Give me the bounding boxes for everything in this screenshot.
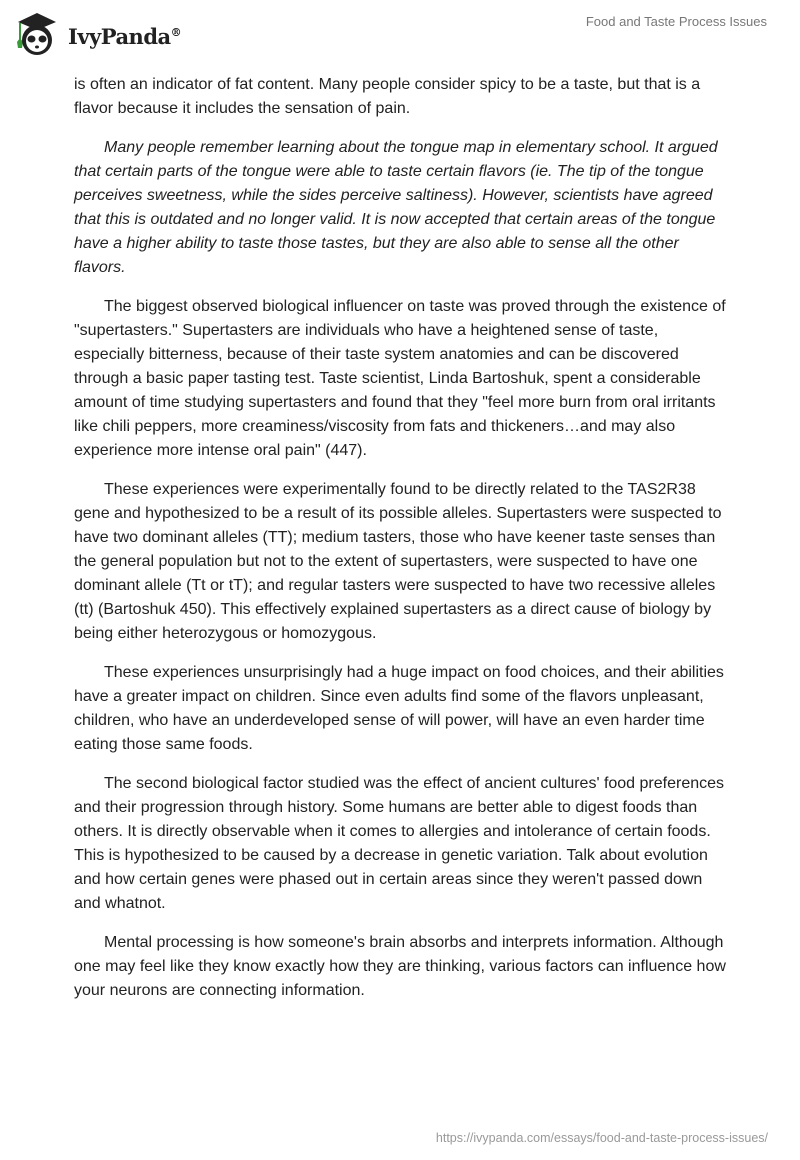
paragraph: Many people remember learning about the tongue map in elementary school. It argued that certain parts of the tongue were able to taste certain flavors (ie. The tip of the tongue perceives sweetness, while the sides perceive saltiness). However, scientists have agreed that this is outdated and no longer valid. It is now accepted that certain areas of the tongue have a higher ability to taste those tastes, but they are also able to sense all the other flavors. [74,139,718,276]
essay-body [74,73,728,1018]
paragraph: Mental processing is how someone's brain absorbs and interprets information. Although one may feel like they know exactly how they are thinking, various factors can influence how your neurons are connecting information. [74,934,726,999]
panda-logo-icon [12,8,62,58]
registered-mark: ® [170,25,182,39]
paragraph: is often an indicator of fat content. Many people consider spicy to be a taste, but that is a flavor because it includes the sensation of pain. [74,76,701,117]
source-url[interactable]: https://ivypanda.com/essays/food-and-taste-process-issues/ [435,1131,768,1145]
paragraph: These experiences unsurprisingly had a huge impact on food choices, and their abilities have a greater impact on children. Since even adults find some of the flavors unpleasant, children, who have an underdeveloped sense of will power, will have an even harder time eating those same foods. [74,664,724,753]
paragraph: These experiences were experimentally found to be directly related to the TAS2R38 gene and hypothesized to be a result of its possible alleles. Supertasters were suspected to have two dominant alleles (TT); medium tasters, those who have keener taste senses than the general population but not to the extent of supertasters, were suspected to have one dominant allele (Tt or tT); and regular tasters were suspected to have two recessive alleles (tt) (Bartoshuk 450). This effectively explained supertasters as a direct cause of biology by being either heterozygous or homozygous. [74,481,722,642]
document-title: Food and Taste Process Issues [585,14,767,29]
brand-text: IvyPanda [68,23,171,49]
brand-name [68,24,181,49]
paragraph: The biggest observed biological influencer on taste was proved through the existence of "supertasters." Supertasters are individuals who have a heightened sense of taste, especially bitterness, because of their taste system anatomies and can be discovered through a basic paper tasting test. Taste scientist, Linda Bartoshuk, spent a considerable amount of time studying supertasters and found that they "feel more burn from oral irritants like chili peppers, more creaminess/viscosity from fats and thickeners…and may also experience more intense oral pain" (447). [74,298,726,459]
paragraph: The second biological factor studied was the effect of ancient cultures' food preferences and their progression through history. Some humans are better able to digest foods than others. It is directly observable when it comes to allergies and intolerance of certain foods. This is hypothesized to be caused by a decrease in genetic variation. Talk about evolution and how certain genes were phased out in certain areas since they weren't passed down and whatnot. [74,775,725,912]
ivypanda-logo[interactable] [12,8,181,58]
